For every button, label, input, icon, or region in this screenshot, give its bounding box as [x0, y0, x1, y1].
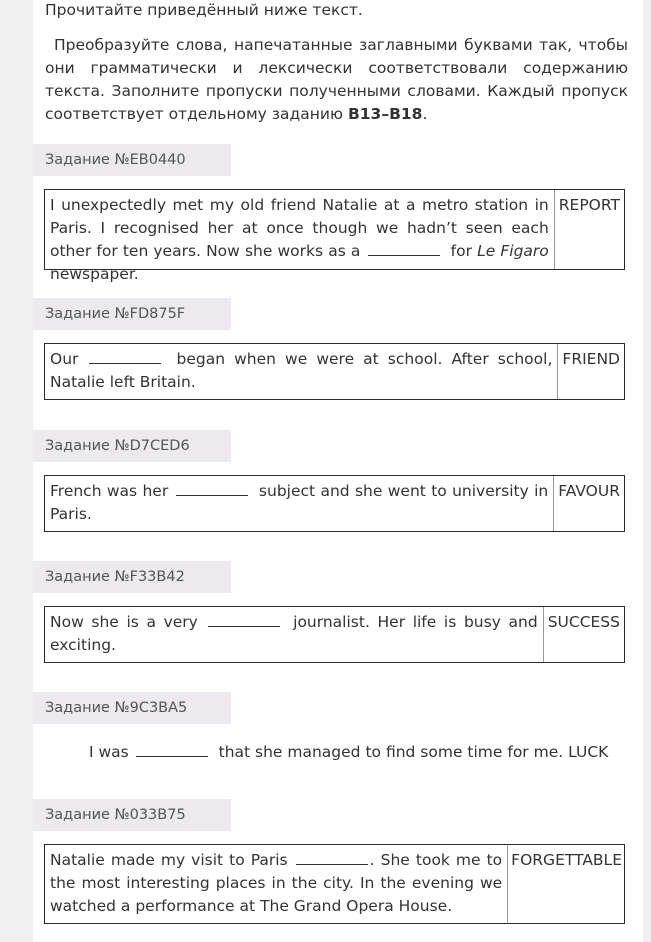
task-text-part: subject and she went to university in Paris.	[50, 482, 549, 523]
instructions-end: .	[422, 105, 428, 123]
task-range: B13–B18	[347, 105, 423, 123]
task-label: Задание №F33B42	[33, 561, 231, 593]
task-box	[44, 475, 625, 532]
task-text	[45, 344, 558, 399]
task-text-part: for	[450, 242, 472, 260]
task-label: Задание №9C3BA5	[33, 692, 231, 724]
key-word: FORGETTABLE	[511, 851, 622, 869]
task-text-part: I unexpectedly met my old friend Natalie at a metro station in Paris. I recognised her at once though we hadn’t seen each other for ten years. Now she works as a	[50, 196, 549, 260]
answer-blank[interactable]	[89, 349, 161, 364]
task-label: Задание №FD875F	[33, 298, 231, 330]
answer-blank[interactable]	[368, 241, 440, 256]
task-box	[44, 189, 625, 283]
task-label: Задание №033B75	[33, 799, 231, 831]
task-text-part: Our	[50, 350, 79, 368]
task-text-part: French was her	[50, 482, 169, 500]
task-box	[44, 343, 625, 400]
key-word: FAVOUR	[558, 482, 620, 500]
task-box	[44, 606, 625, 663]
answer-blank[interactable]	[208, 612, 280, 627]
task-text-part: . She took me to the most interesting places in the city. In the evening we watched a performance at The Grand Opera House.	[50, 851, 503, 915]
task-label: Задание №D7CED6	[33, 430, 231, 462]
instructions-text	[45, 34, 628, 126]
task-box	[44, 844, 625, 924]
task-text-part: newspaper.	[50, 265, 139, 283]
intro-text: Прочитайте приведённый ниже текст.	[45, 1, 363, 19]
key-word: REPORT	[558, 196, 620, 214]
answer-blank[interactable]	[176, 481, 248, 496]
task-text	[45, 190, 555, 283]
task-text-part: began when we were at school. After school, Natalie left Britain.	[50, 350, 553, 391]
task-text	[89, 741, 608, 764]
task-text	[45, 476, 554, 531]
answer-blank[interactable]	[136, 742, 208, 757]
task-text-part: that she managed to find some time for me.	[218, 743, 564, 761]
task-text-part: Natalie made my visit to Paris	[50, 851, 288, 869]
instructions-body: Преобразуйте слова, напечатанные заглавными буквами так, чтобы они грамматически и лексически соответствовали содержанию текста. Заполните пропуски полученными словами. Каждый пропуск соответствует отдельному заданию	[45, 36, 628, 123]
task-text-part: Now she is a very	[50, 613, 198, 631]
task-text	[45, 607, 544, 662]
key-word: SUCCESS	[547, 613, 620, 631]
key-word: FRIEND	[562, 350, 620, 368]
task-text	[45, 845, 508, 923]
answer-blank[interactable]	[296, 850, 368, 865]
task-text-part: journalist. Her life is busy and exciting.	[50, 613, 538, 654]
key-word: LUCK	[568, 743, 609, 761]
newspaper-name: Le Figaro	[477, 242, 549, 260]
task-text-part: I was	[89, 743, 129, 761]
task-label: Задание №EB0440	[33, 144, 231, 176]
